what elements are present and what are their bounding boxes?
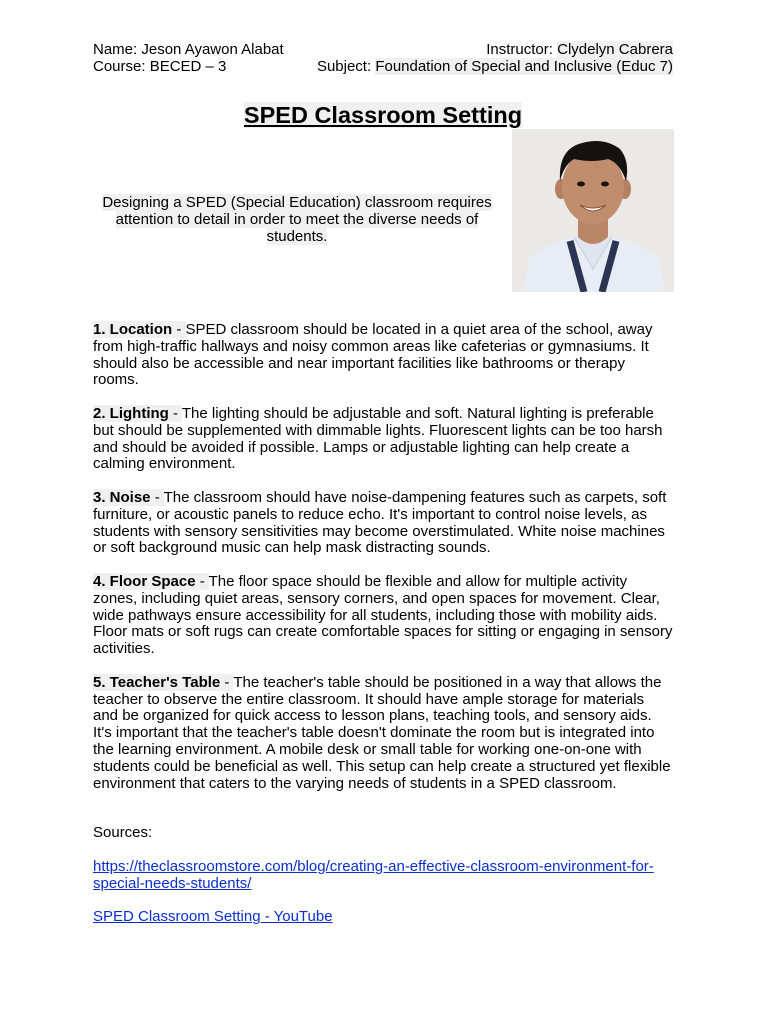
document-page [93, 42, 673, 926]
sections [93, 322, 673, 792]
section-body: The classroom should have noise-dampening features such as carpets, soft furniture, or acoustic panels to reduce echo. It's important to control noise levels, as students with sensory sensitivities may become overstimulated. White noise machines or soft background music can help mask distracting sounds. [93, 488, 667, 557]
student-portrait-icon [512, 129, 674, 292]
section-dash: - [195, 572, 209, 590]
intro-text: Designing a SPED (Special Education) classroom requires attention to detail in order to meet the diverse needs of students. [102, 194, 492, 245]
instructor-name: Clydelyn Cabrera [557, 41, 673, 58]
section-heading: 2. Lighting [93, 404, 169, 422]
intro-row [93, 129, 673, 299]
header-row-1 [93, 42, 673, 59]
student-name: Name: Jeson Ayawon Alabat [93, 41, 284, 58]
section-body: The teacher's table should be positioned in a way that allows the teacher to observe the entire classroom. It should have ample storage for materials and be organized for quick access to lesson plans, teaching tools, and sensory aids. It's important that the teacher's table doesn't dominate the room but is integrated into the learning environment. A mobile desk or small table for working one-on-one with students could be beneficial as well. This setup can help create a structured yet flexible environment that caters to the varying needs of students in a SPED classroom. [93, 673, 671, 792]
sources-label: Sources: [93, 824, 153, 842]
section-teachers-table [93, 675, 673, 793]
section-body: The lighting should be adjustable and soft. Natural lighting is preferable but should be supplemented with dimmable lights. Fluorescent lights can be too harsh and should be avoided if possible. Lamps or adjustable lighting can help create a calming environment. [93, 404, 663, 473]
page-title: SPED Classroom Setting [243, 102, 523, 128]
section-body: SPED classroom should be located in a quiet area of the school, away from high-traffic hallways and noisy common areas like cafeterias or gymnasiums. It should also be accessible and near important facilities like bathrooms or therapy rooms. [93, 321, 653, 389]
instructor-label: Instructor: [486, 41, 558, 58]
header-row-2 [93, 59, 673, 76]
section-heading: 4. Floor Space [93, 572, 196, 590]
section-noise [93, 490, 673, 557]
section-body: The floor space should be flexible and allow for multiple activity zones, including quiet areas, sensory corners, and open spaces for movement. Clear, wide pathways ensure accessibility for all students, including those with mobility aids. Floor mats or soft rugs can create comfortable spaces for sitting or engaging in sensory activities. [93, 572, 673, 658]
section-heading: 3. Noise [93, 488, 151, 506]
section-floor-space [93, 574, 673, 658]
subject [317, 59, 673, 76]
subject-name: Foundation of Special and Inclusive (Educ 7) [375, 58, 673, 75]
section-lighting [93, 406, 673, 473]
section-heading: 5. Teacher's Table [93, 673, 221, 691]
instructor [486, 42, 673, 59]
section-dash: - [172, 321, 186, 338]
course: Course: BECED – 3 [93, 58, 227, 75]
section-dash: - [168, 404, 182, 422]
source-link-youtube[interactable]: SPED Classroom Setting - YouTube [93, 908, 333, 926]
student-photo [512, 129, 674, 292]
source-link-classroomstore[interactable]: https://theclassroomstore.com/blog/creating-an-effective-classroom-environment-for-special-needs-students/ [93, 857, 654, 892]
intro-paragraph [93, 195, 501, 245]
section-dash: - [150, 488, 164, 506]
subject-label: Subject: [316, 58, 376, 75]
section-location [93, 322, 673, 389]
title-wrap [93, 101, 673, 131]
section-heading: 1. Location [93, 321, 173, 338]
section-dash: - [220, 673, 234, 691]
